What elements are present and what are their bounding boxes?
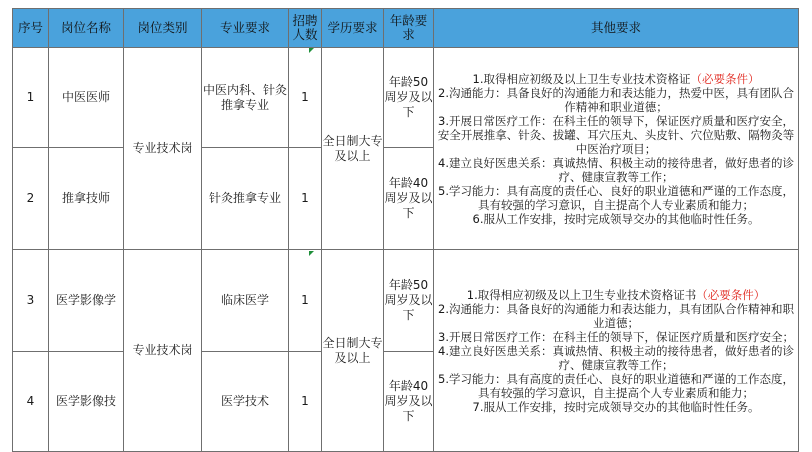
cell-no: 4 xyxy=(13,352,49,452)
requirement-line: 2.沟通能力：具备良好的沟通能力和表达能力，热爱中医，具有团队合作精神和职业道德； xyxy=(438,85,794,114)
requirement-line: 4.建立良好医患关系：真诚热情、积极主动的接待患者，做好患者的诊疗、健康宣教等工作； xyxy=(438,343,794,372)
cell-education: 全日制大专及以上 xyxy=(322,250,384,452)
cell-no: 2 xyxy=(13,148,49,250)
header-hires: 招聘人数 xyxy=(289,9,322,48)
cell-category: 专业技术岗 xyxy=(124,250,202,452)
cell-major: 临床医学 xyxy=(202,250,289,352)
requirement-line: 6.服从工作安排，按时完成领导交办的其他临时性任务。 xyxy=(472,211,760,226)
cell-position: 推拿技师 xyxy=(49,148,124,250)
recruitment-table xyxy=(12,8,799,452)
requirement-line: 5.学习能力：具有高度的责任心、良好的职业道德和严谨的工作态度，具有较强的学习意识，自主提高个人专业素质和能力； xyxy=(438,183,794,212)
cell-category: 专业技术岗 xyxy=(124,48,202,250)
header-position: 岗位名称 xyxy=(49,9,124,48)
cell-position: 中医医师 xyxy=(49,48,124,148)
cell-age: 年龄50周岁及以下 xyxy=(384,250,434,352)
requirement-line: 1.取得相应初级及以上卫生专业技术资格证书（必要条件） xyxy=(466,287,766,302)
requirement-line: 1.取得相应初级及以上卫生专业技术资格证（必要条件） xyxy=(472,71,760,86)
cell-major: 医学技术 xyxy=(202,352,289,452)
cell-position: 医学影像学 xyxy=(49,250,124,352)
header-age: 年龄要求 xyxy=(384,9,434,48)
cell-major: 针灸推拿专业 xyxy=(202,148,289,250)
cell-hires: 1 xyxy=(289,48,322,148)
cell-age: 年龄40周岁及以下 xyxy=(384,352,434,452)
requirement-line: 5.学习能力：具有高度的责任心、良好的职业道德和严谨的工作态度，具有较强的学习意识，自主提高个人专业素质和能力； xyxy=(438,371,794,400)
cell-hires: 1 xyxy=(289,250,322,352)
cell-other-requirements xyxy=(434,48,799,250)
cell-other-requirements xyxy=(434,250,799,452)
header-other: 其他要求 xyxy=(434,9,799,48)
header-education: 学历要求 xyxy=(322,9,384,48)
header-category: 岗位类别 xyxy=(124,9,202,48)
requirement-line: 7.服从工作安排，按时完成领导交办的其他临时性任务。 xyxy=(472,399,760,414)
requirement-line: 3.开展日常医疗工作：在科主任的领导下，保证医疗质量和医疗安全； xyxy=(438,329,794,344)
header-major: 专业要求 xyxy=(202,9,289,48)
header-row xyxy=(13,9,799,48)
cell-age: 年龄40周岁及以下 xyxy=(384,148,434,250)
required-condition-note: （必要条件） xyxy=(690,71,760,86)
requirement-line: 3.开展日常医疗工作：在科主任的领导下，保证医疗质量和医疗安全，安全开展推拿、针灸、拔罐、耳穴压丸、头皮针、穴位贴敷、隔物灸等中医治疗项目； xyxy=(437,113,795,156)
cell-comment-marker xyxy=(309,251,314,256)
table-row xyxy=(13,48,799,148)
cell-position: 医学影像技 xyxy=(49,352,124,452)
cell-no: 1 xyxy=(13,48,49,148)
cell-hires: 1 xyxy=(289,352,322,452)
table-row xyxy=(13,250,799,352)
requirement-line: 2.沟通能力：具备良好的沟通能力和表达能力，具有团队合作精神和职业道德； xyxy=(438,301,794,330)
cell-hires: 1 xyxy=(289,148,322,250)
cell-major: 中医内科、针灸推拿专业 xyxy=(202,48,289,148)
requirement-line: 4.建立良好医患关系：真诚热情、积极主动的接待患者，做好患者的诊疗、健康宣教等工作； xyxy=(438,155,794,184)
header-no: 序号 xyxy=(13,9,49,48)
cell-age: 年龄50周岁及以下 xyxy=(384,48,434,148)
cell-comment-marker xyxy=(309,48,314,53)
cell-no: 3 xyxy=(13,250,49,352)
required-condition-note: （必要条件） xyxy=(696,287,766,302)
cell-education: 全日制大专及以上 xyxy=(322,48,384,250)
